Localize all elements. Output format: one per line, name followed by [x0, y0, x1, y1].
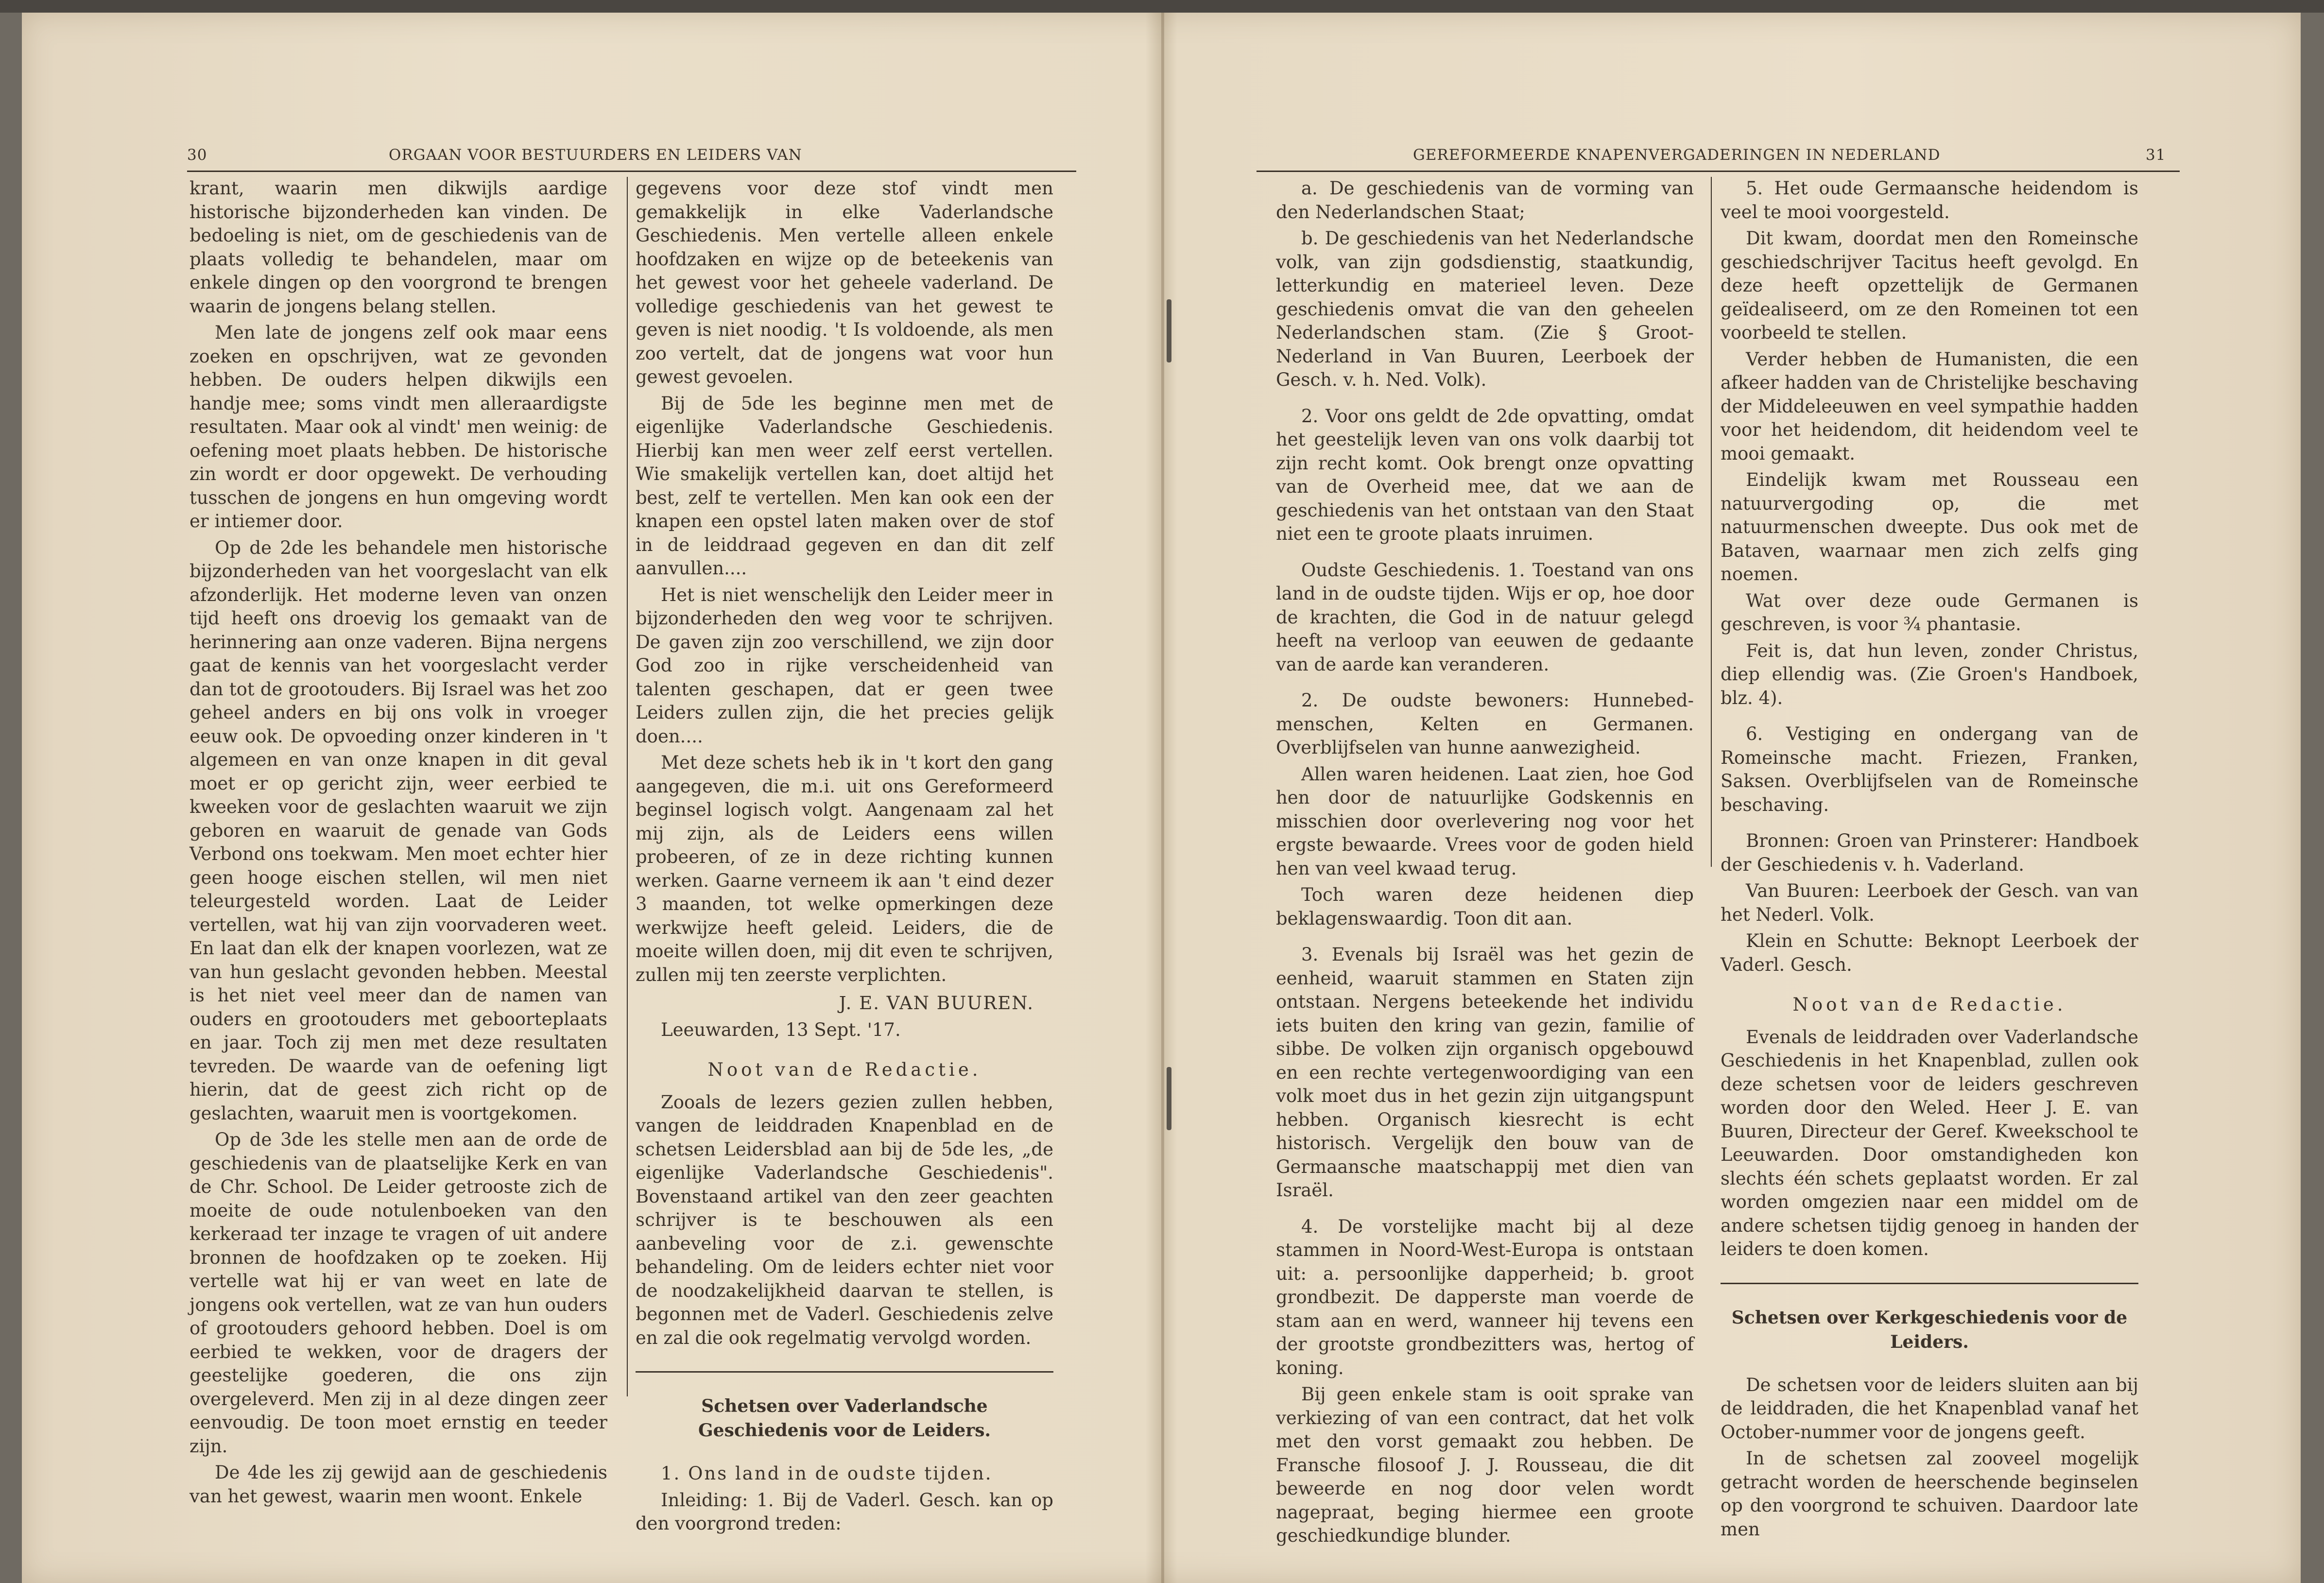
page-number-right: 31: [2146, 146, 2166, 164]
editor-note-text: Zooals de lezers gezien zullen hebben, vangen de leiddraden Knapenblad en de schetsen Leidersblad aan bij de 5de les, „de eigenlijke Vaderlandsche Geschiedenis". Bovenstaand artikel van den zeer geachten schrijver is te beschouwen als een aanbeveling voor de z.i. gewenschte behandeling. Om de leiders echter niet voor de noodzakelijkheid daarvan te stellen, is begonnen met de Vaderl. Geschiedenis zelve en zal die ook regelmatig vervolgd worden.: [636, 1091, 1053, 1348]
paragraph: Bronnen: Groen van Prinsterer: Handboek der Geschiedenis v. h. Vaderland.: [1721, 830, 2138, 875]
running-header-right: GEREFORMEERDE KNAPENVERGADERINGEN IN NEDERLAND: [1413, 146, 1941, 164]
paragraph: Feit is, dat hun leven, zonder Christus, diep ellendig was. (Zie Groen's Handboek, blz. 4).: [1721, 640, 2138, 708]
editor-note-title: Noot van de Redactie.: [1792, 994, 2066, 1015]
lesson-title: 1. Ons land in de oudste tijden.: [661, 1463, 993, 1484]
paragraph: 4. De vorstelijke macht bij al deze stammen in Noord-West-Europa is ontstaan uit: a. persoonlijke dapperheid; b. groot grondbezit. De dapperste man voerde de stam aan en werd, wanneer hij tevens een der grootste grondbezitters was, hertog of koning.: [1276, 1216, 1694, 1378]
paragraph: gegevens voor deze stof vindt men gemakkelijk in elke Vaderlandsche Geschiedenis. Men vertelle alleen enkele hoofdzaken en wijze op de beteekenis van het gewest voor het geheele vaderland. De volledige geschiedenis van het gewest te geven is niet noodig. 't Is voldoende, als men zoo vertelt, dat de jongens wat voor hun gewest gevoelen.: [636, 178, 1053, 387]
paragraph: 5. Het oude Germaansche heidendom is veel te mooi voorgesteld.: [1721, 178, 2138, 223]
paragraph: Wat over deze oude Germanen is geschreven, is voor ¾ phantasie.: [1721, 590, 2138, 635]
paragraph: Op de 3de les stelle men aan de orde de geschiedenis van de plaatselijke Kerk en van de Chr. School. De Leider getrooste zich de moeite de oude notulenboeken van den kerkeraad ter inzage te vragen of uit andere bronnen de hoofdzaken op te zoeken. Hij vertelle wat hij er van weet en late de jongens ook vertellen, wat ze van hun ouders of grootouders gehoord hebben. Doel is om eerbied te wekken, voor de dragers der geestelijke goederen, die ons zijn overgeleverd. Men zij in al deze dingen zeer eenvoudig. De toon moet ernstig en teeder zijn.: [189, 1129, 607, 1457]
section-heading: Schetsen over Vaderlandsche Geschiedenis voor de Leiders.: [698, 1396, 991, 1441]
paragraph: Dit kwam, doordat men den Romeinsche geschiedschrijver Tacitus heeft gevolgd. En deze heeft opzettelijk de Germanen geïdealiseerd, om ze den Romeinen tot een voorbeeld te stellen.: [1721, 228, 2138, 343]
paragraph: 3. Evenals bij Israël was het gezin de eenheid, waaruit stammen en Staten zijn ontstaan. Nergens beteekende het individu iets buiten den kring van gezin, familie of sibbe. De volken zijn organisch opgebouwd en een rechte vertegenwoordiging van een volk moet dus in het gezin zijn uitgangspunt hebben. Organisch kiesrecht is echt historisch. Vergelijk den bouw van de Germaansche maatschappij met dien van Israël.: [1276, 944, 1694, 1201]
header-rule-left: [187, 171, 1076, 172]
right-column-1: [1276, 177, 1694, 1551]
left-column-1: [189, 177, 607, 1511]
paragraph: krant, waarin men dikwijls aardige historische bijzonderheden kan vinden. De bedoeling is niet, om de geschiedenis van de plaats volledig te behandelen, maar om enkele dingen op den voorgrond te brengen waarin de jongens belang stellen.: [189, 178, 607, 317]
paragraph: Klein en Schutte: Beknopt Leerboek der Vaderl. Gesch.: [1721, 930, 2138, 975]
paragraph: Van Buuren: Leerboek der Gesch. van van het Nederl. Volk.: [1721, 880, 2138, 925]
paragraph: De 4de les zij gewijd aan de geschiedenis van het gewest, waarin men woont. Enkele: [189, 1462, 607, 1507]
paragraph: Oudste Geschiedenis. 1. Toestand van ons land in de oudste tijden. Wijs er op, hoe door de krachten, die God in de natuur gelegd heeft na verloop van eeuwen de gedaante van de aarde kan veranderen.: [1276, 559, 1694, 675]
paragraph: Het is niet wenschelijk den Leider meer in bijzonderheden den weg voor te schrijven. De gaven zijn zoo verschillend, we zijn door God zoo in rijke verscheidenheid van talenten geschapen, dat er geen twee Leiders zullen zijn, die het precies gelijk doen....: [636, 584, 1053, 747]
editor-note-text: Evenals de leiddraden over Vaderlandsche Geschiedenis in het Knapenblad, zullen ook deze schetsen voor de leiders geschreven worden door den Weled. Heer J. E. van Buuren, Directeur der Geref. Kweekschool te Leeuwarden. Door omstandigheden kon slechts één schets geplaatst worden. Er zal worden omgezien naar een middel om de andere schetsen tijdig genoeg in handen der leiders te doen komen.: [1721, 1026, 2138, 1259]
column-divider-right: [1711, 177, 1712, 867]
editor-note-title: Noot van de Redactie.: [707, 1059, 981, 1080]
right-page: [1164, 13, 2301, 1583]
paragraph: De schetsen voor de leiders sluiten aan bij de leiddraden, die het Knapenblad vanaf het October-nummer voor de jongens geeft.: [1721, 1374, 2138, 1443]
paragraph: Verder hebben de Humanisten, die een afkeer hadden van de Christelijke beschaving der Middeleeuwen en veel sympathie hadden voor het heidendom, dit heidendom veel te mooi gemaakt.: [1721, 348, 2138, 464]
paragraph: 2. Voor ons geldt de 2de opvatting, omdat het geestelijk leven van ons volk daarbij tot zijn recht komt. Ook brengt onze opvatting van de Overheid mee, dat we aan de geschiedenis van het ontstaan van den Staat niet een te groote plaats inruimen.: [1276, 405, 1694, 544]
paragraph: Op de 2de les behandele men historische bijzonderheden van het voorgeslacht van elk afzonderlijk. Het moderne leven van onzen tijd heeft ons droevig los gemaakt van de herinnering aan onze vaderen. Bijna nergens gaat de kennis van het voorgeslacht verder dan tot de grootouders. Bij Israel was het zoo geheel anders en bij ons volk in vroeger eeuw ook. De opvoeding onzer kinderen in 't algemeen en van onze knapen in dit geval moet er op gericht zijn, weer eerbied te kweeken voor de geslachten waaruit we zijn geboren en waaruit de genade van Gods Verbond ons toekwam. Men moet echter hier geen hooge eischen stellen, wil men niet teleurgesteld worden. Laat de Leider vertellen, wat hij van zijn voorvaderen weet. En laat dan elk der knapen voorlezen, wat ze van hun geslacht gevonden hebben. Meestal is het niet veel meer dan de namen van ouders en grootouders met geboorteplaats en jaar. Toch zij men met deze resultaten tevreden. De waarde van de oefening ligt hierin, dat de geest zich richt op de geslachten, waaruit men is voortgekomen.: [189, 537, 607, 1124]
section-divider: [1721, 1283, 2138, 1284]
lesson-intro: Inleiding: 1. Bij de Vaderl. Gesch. kan op den voorgrond treden:: [636, 1489, 1053, 1534]
paragraph: Allen waren heidenen. Laat zien, hoe God hen door de natuurlijke Godskennis en misschien door overlevering nog voor het ergste bewaarde. Vrees voor de goden hield hen van veel kwaad terug.: [1276, 763, 1694, 879]
magazine-spread: [22, 13, 2301, 1583]
column-divider-left: [627, 177, 628, 1396]
left-page: [22, 13, 1161, 1583]
section-heading: Schetsen over Kerkgeschiedenis voor de Leiders.: [1731, 1307, 2128, 1352]
paragraph: b. De geschiedenis van het Nederlandsche volk, van zijn godsdienstig, staatkundig, letterkundig en materieel leven. Deze geschiedenis omvat die van den geheelen Nederlandschen stam. (Zie § Groot-Nederland in Van Buuren, Leerboek der Gesch. v. h. Ned. Volk).: [1276, 228, 1694, 390]
paragraph: Men late de jongens zelf ook maar eens zoeken en opschrijven, wat ze gevonden hebben. De ouders helpen dikwijls een handje mee; soms vindt men alleraardigste resultaten. Maar ook al vindt' men weinig: de oefening moet plaats hebben. De historische zin wordt er door opgewekt. De verhouding tusschen de jongens en hun omgeving wordt er intiemer door.: [189, 322, 607, 532]
paragraph: Met deze schets heb ik in 't kort den gang aangegeven, die m.i. uit ons Gereformeerd beginsel logisch volgt. Aangenaam zal het mij zijn, als de Leiders eens willen probeeren, of ze in deze richting kunnen werken. Gaarne verneem ik aan 't eind dezer 3 maanden, tot welke opmerkingen deze werkwijze heeft geleid. Leiders, die de moeite willen doen, mij dit even te schrijven, zullen mij ten zeerste verplichten.: [636, 752, 1053, 985]
paragraph: Eindelijk kwam met Rousseau een natuurvergoding op, die met natuurmenschen dweepte. Dus ook met de Bataven, waarnaar men zich zelfs ging noemen.: [1721, 469, 2138, 585]
scan-top-border: [0, 0, 2324, 13]
right-column-2: [1721, 177, 2138, 1544]
running-header-left: ORGAAN VOOR BESTUURDERS EN LEIDERS VAN: [389, 146, 802, 164]
author-signature: J. E. VAN BUUREN.: [839, 993, 1034, 1014]
paragraph: Bij de 5de les beginne men met de eigenlijke Vaderlandsche Geschiedenis. Hierbij kan men weer zelf eerst vertellen. Wie smakelijk vertellen kan, doet altijd het best, zelf te vertellen. Men kan ook een der knapen een opstel laten maken over de stof in de leiddraad gegeven en dan dit zelf aanvullen....: [636, 393, 1053, 579]
paragraph: In de schetsen zal zooveel mogelijk getracht worden de heerschende beginselen op den voorgrond te schuiven. Daardoor late men: [1721, 1448, 2138, 1540]
page-number-left: 30: [187, 146, 207, 164]
paragraph: 6. Vestiging en ondergang van de Romeinsche macht. Friezen, Franken, Saksen. Overblijfselen van de Romeinsche beschaving.: [1721, 723, 2138, 815]
paragraph: Toch waren deze heidenen diep beklagenswaardig. Toon dit aan.: [1276, 884, 1694, 929]
place-date: Leeuwarden, 13 Sept. '17.: [661, 1019, 901, 1040]
paragraph: Bij geen enkele stam is ooit sprake van verkiezing of van een contract, dat het volk met den vorst gemaakt zou hebben. De Fransche filosoof J. J. Rousseau, die dit beweerde en nog door velen wordt nagepraat, beging hiermee een groote geschiedkundige blunder.: [1276, 1384, 1694, 1546]
paragraph: a. De geschiedenis van de vorming van den Nederlandschen Staat;: [1276, 178, 1694, 223]
paragraph: 2. De oudste bewoners: Hunnebed-menschen, Kelten en Germanen. Overblijfselen van hunne aanwezigheid.: [1276, 690, 1694, 758]
header-rule-right: [1257, 171, 2180, 172]
left-column-2: [636, 177, 1053, 1539]
section-divider: [636, 1371, 1053, 1373]
